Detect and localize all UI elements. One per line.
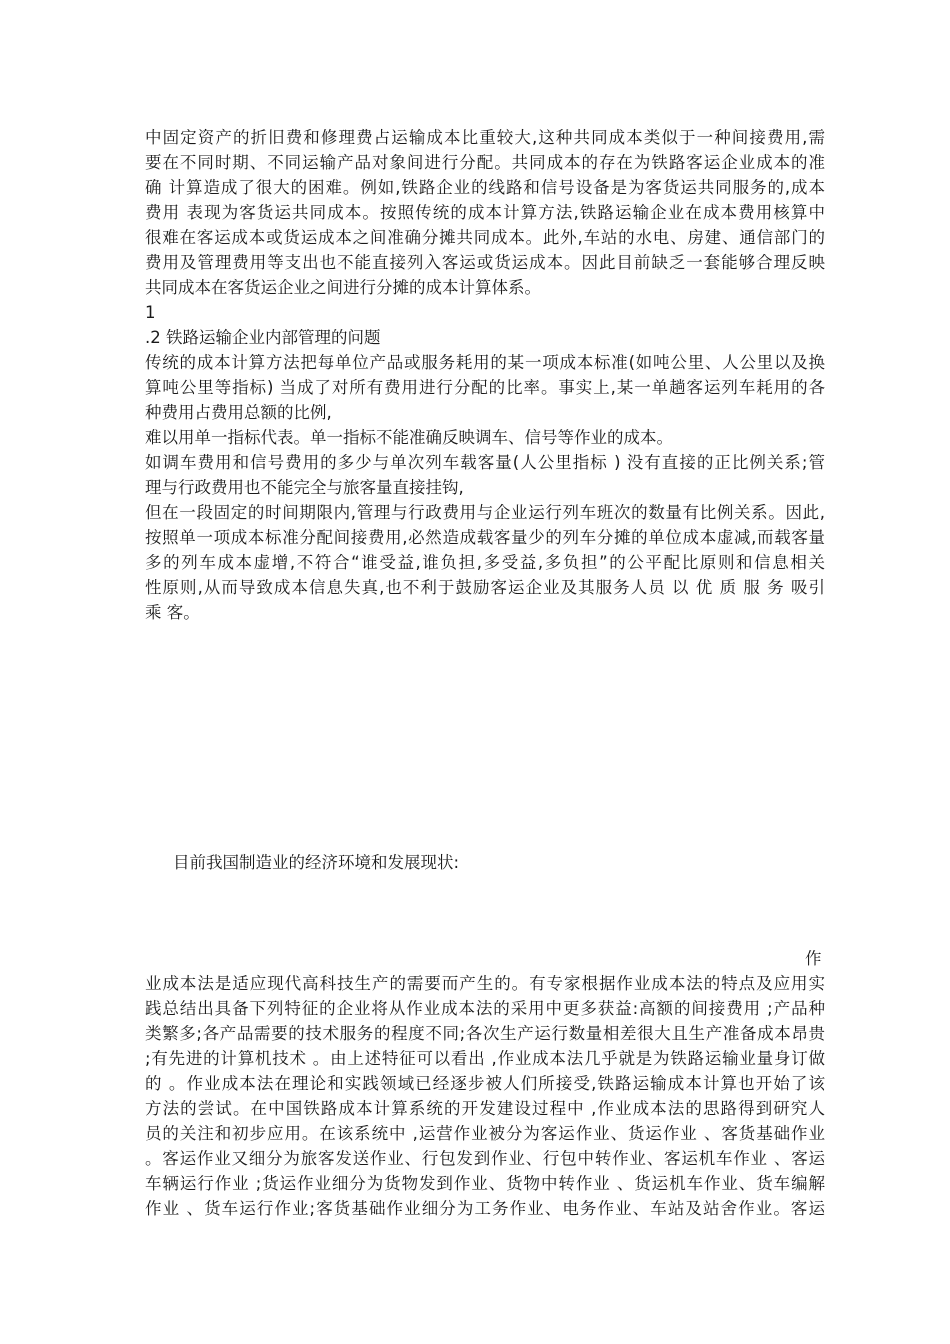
paragraph-line: 中固定资产的折旧费和修理费占运输成本比重较大,这种共同成本类似于一种间接费用,需 [145, 128, 825, 147]
paragraph-line: 种费用占费用总额的比例, [145, 403, 332, 422]
paragraph-line: ;有先进的计算机技术 。由上述特征可以看出 ,作业成本法几乎就是为铁路运输业量身订做 [145, 1049, 825, 1068]
line-fragment: 作 [805, 949, 822, 968]
paragraph-line: 理与行政费用也不能完全与旅客量直接挂钩, [145, 478, 464, 497]
paragraph-line: 车辆运行作业 ;货运作业细分为货物发到作业、货物中转作业 、货运机车作业、货车编解 [145, 1174, 825, 1193]
paragraph-line: 性原则,从而导致成本信息失真,也不利于鼓励客运企业及其服务人员 以 优 质 服 务 吸引 [145, 578, 825, 597]
paragraph-line: 。客运作业又细分为旅客发送作业、行包发到作业、行包中转作业、客运机车作业 、客运 [145, 1149, 825, 1168]
paragraph-line: 费用 表现为客货运共同成本。按照传统的成本计算方法,铁路运输企业在成本费用核算中 [145, 203, 825, 222]
paragraph-line: 费用及管理费用等支出也不能直接列入客运或货运成本。因此目前缺乏一套能够合理反映 [145, 253, 825, 272]
paragraph-line: 方法的尝试。在中国铁路成本计算系统的开发建设过程中 ,作业成本法的思路得到研究人 [145, 1099, 825, 1118]
paragraph-line: 难以用单一指标代表。单一指标不能准确反映调车、信号等作业的成本。 [145, 428, 673, 447]
paragraph-line: 的 。作业成本法在理论和实践领域已经逐步被人们所接受,铁路运输成本计算也开始了该 [145, 1074, 825, 1093]
paragraph-line: 多的列车成本虚增,不符合“谁受益,谁负担,多受益,多负担”的公平配比原则和信息相关 [145, 553, 825, 572]
paragraph-line: 共同成本在客货运企业之间进行分摊的成本计算体系。 [145, 278, 541, 297]
paragraph-line: 业成本法是适应现代高科技生产的需要而产生的。有专家根据作业成本法的特点及应用实 [145, 974, 825, 993]
paragraph-line: 如调车费用和信号费用的多少与单次列车载客量(人公里指标 ) 没有直接的正比例关系;管 [145, 453, 825, 472]
paragraph-line: 要在不同时期、不同运输产品对象间进行分配。共同成本的存在为铁路客运企业成本的准 [145, 153, 825, 172]
paragraph-line: 传统的成本计算方法把每单位产品或服务耗用的某一项成本标准(如吨公里、人公里以及换 [145, 353, 825, 372]
paragraph-line: 类繁多;各产品需要的技术服务的程度不同;各次生产运行数量相差很大且生产准备成本昂贵 [145, 1024, 825, 1043]
paragraph-line: 员的关注和初步应用。在该系统中 ,运营作业被分为客运作业、货运作业 、客货基础作业 [145, 1124, 825, 1143]
section-number: 1 [145, 303, 156, 322]
standalone-line: 目前我国制造业的经济环境和发展现状: [173, 853, 460, 872]
section-heading: .2 铁路运输企业内部管理的问题 [145, 328, 381, 347]
paragraph-line: 确 计算造成了很大的困难。例如,铁路企业的线路和信号设备是为客货运共同服务的,成本 [145, 178, 825, 197]
paragraph-line: 践总结出具备下列特征的企业将从作业成本法的采用中更多获益:高额的间接费用 ;产品种 [145, 999, 825, 1018]
paragraph-line: 按照单一项成本标准分配间接费用,必然造成载客量少的列车分摊的单位成本虚减,而载客量 [145, 528, 825, 547]
paragraph-line: 乘 客。 [145, 603, 200, 622]
paragraph-line: 作业 、货车运行作业;客货基础作业细分为工务作业、电务作业、车站及站舍作业。客运 [145, 1199, 825, 1218]
paragraph-line: 算吨公里等指标) 当成了对所有费用进行分配的比率。事实上,某一单趟客运列车耗用的各 [145, 378, 825, 397]
paragraph-line: 但在一段固定的时间期限内,管理与行政费用与企业运行列车班次的数量有比例关系。因此, [145, 503, 825, 522]
paragraph-line: 很难在客运成本或货运成本之间准确分摊共同成本。此外,车站的水电、房建、通信部门的 [145, 228, 825, 247]
